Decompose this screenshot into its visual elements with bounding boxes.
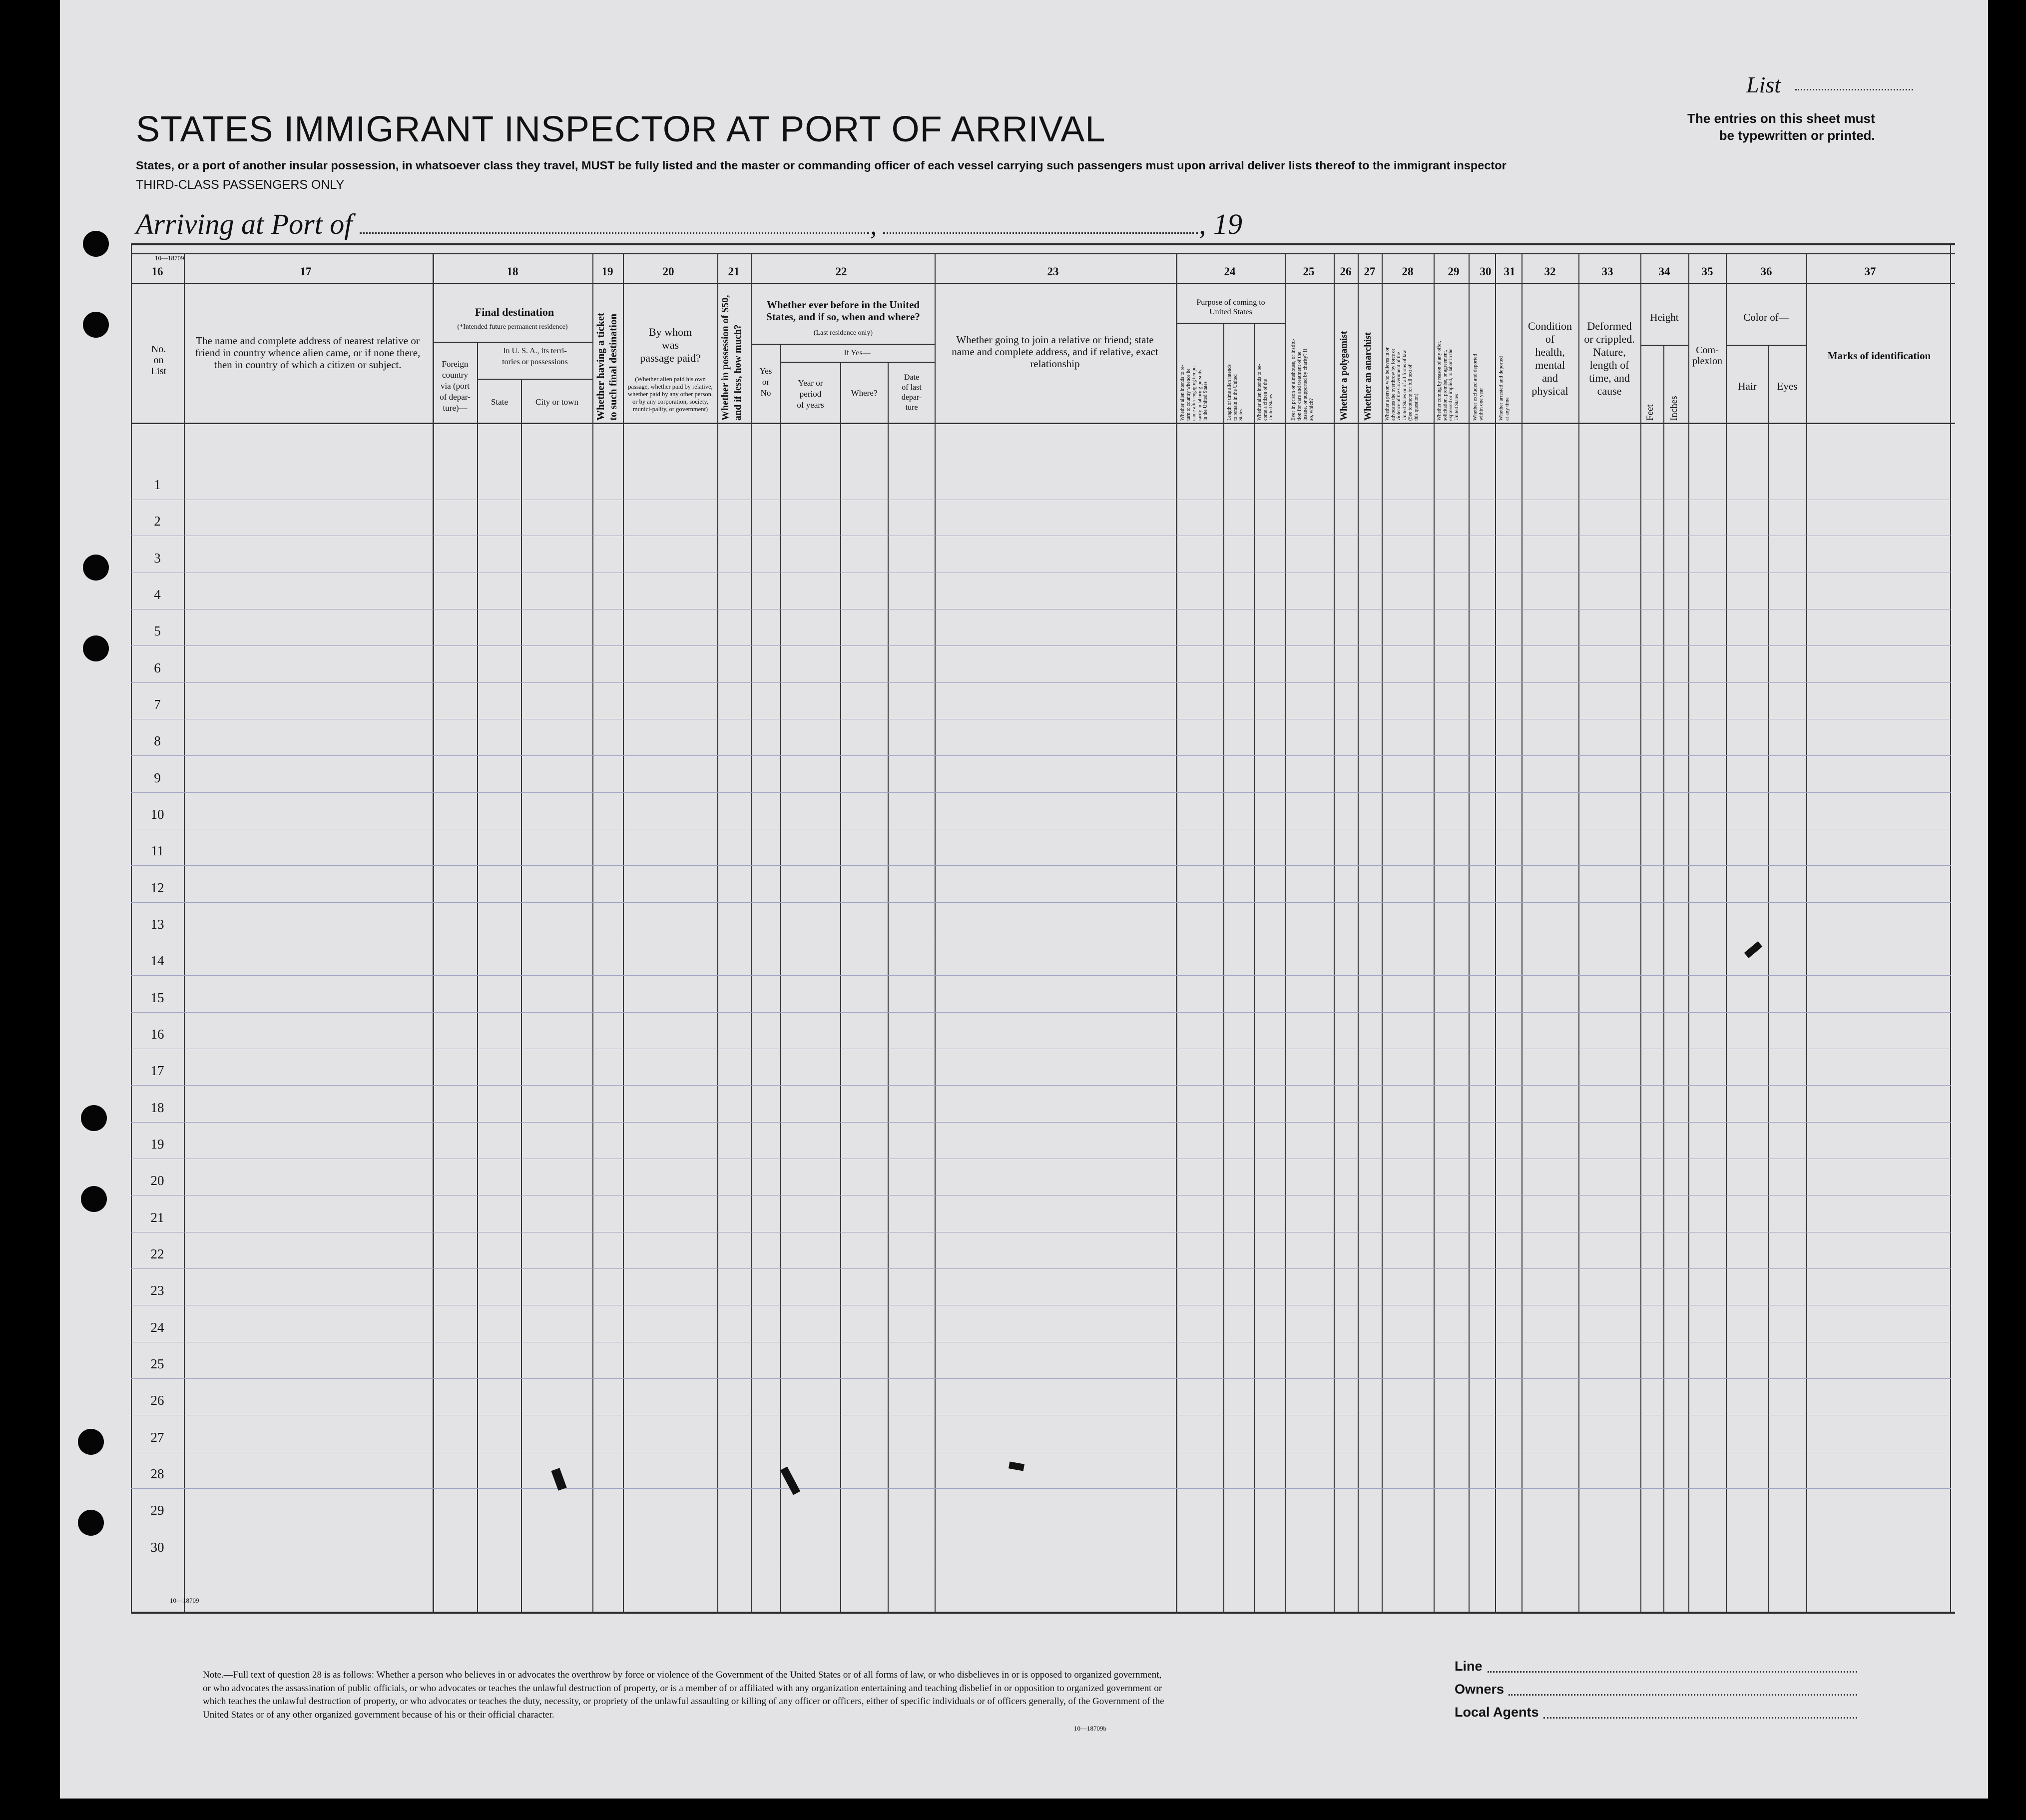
- punch-hole: [78, 1429, 104, 1455]
- col20-sub: (Whether alien paid his own passage, whether paid by relative, whether paid by any other person, or by any corporation, society, munici-pality, or government): [627, 376, 713, 413]
- col25-header: Ever in prison or almshouse, or institu- tion for care and treatment of the insane, or supported by charity? If so, which?: [1291, 338, 1314, 421]
- col-divider: [477, 343, 478, 1614]
- c36-subrule: [1726, 345, 1806, 346]
- row-number: 5: [154, 623, 161, 638]
- col-divider: [1806, 253, 1807, 1614]
- entries-note: [1687, 110, 1875, 144]
- c22-ifyes-rule: [780, 362, 935, 363]
- col-divider: [1285, 253, 1286, 1614]
- col34-feet: Feet: [1645, 404, 1655, 421]
- col-divider: [780, 345, 781, 1614]
- col18-state: State: [491, 397, 508, 407]
- port-comma: ,: [870, 210, 877, 240]
- col-divider: [1176, 253, 1177, 1614]
- col-number: 22: [835, 265, 847, 278]
- arriving-label: Arriving at Port of: [136, 208, 353, 240]
- col-divider: [521, 380, 522, 1614]
- col22-where: Where?: [851, 388, 878, 398]
- col-number: 26: [1340, 265, 1352, 278]
- header-top-rule: [131, 243, 1955, 245]
- c18-usa-rule: [477, 379, 592, 380]
- punch-hole: [83, 312, 109, 338]
- col36-hair: Hair: [1738, 380, 1757, 392]
- col22-ifyes: If Yes—: [844, 349, 871, 357]
- row-number: 6: [154, 660, 161, 675]
- header-bottom-rule: [131, 423, 1955, 424]
- row-rule: [131, 645, 1951, 646]
- date-field[interactable]: [883, 232, 1198, 234]
- row-number: 17: [150, 1063, 164, 1078]
- col-divider: [1521, 253, 1522, 1614]
- col-number: 20: [662, 265, 674, 278]
- col23-header: Whether going to join a relative or friend; state name and complete address, and if relative, exact relationship: [952, 334, 1158, 370]
- col-number: 37: [1864, 265, 1876, 278]
- col18-subtitle: (*Intended future permanent residence): [457, 323, 568, 331]
- col-divider: [1495, 253, 1496, 1614]
- punch-hole: [83, 555, 109, 581]
- col36-eyes: Eyes: [1777, 380, 1798, 392]
- col-number: 17: [300, 265, 312, 278]
- form-code-top: 10—18709: [155, 254, 184, 262]
- col32-header: Condition of health, mental and physical: [1527, 320, 1572, 397]
- form-title: STATES IMMIGRANT INSPECTOR AT PORT OF ARRIVAL: [136, 109, 1106, 149]
- col-divider: [1334, 253, 1335, 1614]
- owners-label: Owners: [1455, 1682, 1505, 1697]
- header-second-rule: [131, 253, 1955, 254]
- col-divider: [935, 253, 936, 1614]
- form-code-note: 10—18709b: [1074, 1725, 1106, 1732]
- col-divider: [1688, 253, 1689, 1614]
- col-divider: [840, 363, 841, 1614]
- column-number-rule: [131, 283, 1955, 284]
- col27-header: Whether an anarchist: [1363, 332, 1373, 421]
- row-number: 14: [150, 953, 164, 968]
- col22-sub: (Last residence only): [813, 329, 873, 337]
- table-bottom-rule: [131, 1612, 1955, 1614]
- local-agents-field[interactable]: [1543, 1717, 1857, 1719]
- col-divider: [1640, 253, 1641, 1614]
- col28-header: Whether a person who believes in or advocates the overthrow by force or violence of the Government of the United States or of all forms of law (See footnote for full text of this question): [1385, 347, 1419, 421]
- row-number: 21: [150, 1210, 164, 1225]
- row-number: 22: [150, 1246, 164, 1261]
- col-divider: [888, 363, 889, 1614]
- col22-year: Year or period of years: [797, 378, 824, 410]
- col-divider: [1578, 253, 1579, 1614]
- col-number: 21: [728, 265, 740, 278]
- col34-inches: Inches: [1669, 396, 1679, 421]
- col-number: 32: [1544, 265, 1556, 278]
- col-number: 24: [1224, 265, 1236, 278]
- col24-citizen: Whether alien intends to be- come a citizen of the United States: [1257, 364, 1274, 421]
- col37-header: Marks of identification: [1827, 350, 1931, 362]
- col-number: 36: [1760, 265, 1772, 278]
- row-rule: [131, 865, 1951, 866]
- col24-return: Whether alien intends to re- turn to country whence he came after engaging tempo- rarily in laboring pursuits in the United States: [1180, 365, 1208, 421]
- col16-header: No. on List: [150, 344, 167, 377]
- col18-usa: In U. S. A., its terri- tories or possessions: [502, 347, 568, 366]
- col20-title: By whom was passage paid?: [640, 326, 701, 364]
- col-divider: [433, 253, 434, 1614]
- c22-subrule: [751, 344, 935, 345]
- col24-length: Length of time alien intends to remain in the United States: [1227, 364, 1244, 421]
- row-number: 23: [150, 1283, 164, 1298]
- c24-subrule: [1176, 323, 1285, 324]
- punch-hole: [78, 1510, 104, 1536]
- col29-header: Whether coming by reason of any offer, solicitation, promise, or agreement, expressed or implied, to labor in the United States: [1437, 341, 1460, 421]
- row-number: 8: [154, 733, 161, 748]
- row-rule: [131, 975, 1951, 976]
- port-field[interactable]: [360, 232, 869, 234]
- col36-title: Color of—: [1743, 311, 1789, 323]
- row-number: 1: [154, 477, 161, 492]
- col18-title: Final destination: [475, 306, 554, 318]
- col-divider: [1382, 253, 1383, 1614]
- col-number: 19: [601, 265, 613, 278]
- col-number: 27: [1364, 265, 1376, 278]
- row-number: 3: [154, 551, 161, 566]
- row-number: 25: [150, 1356, 164, 1371]
- year-prefix: , 19: [1199, 208, 1242, 240]
- row-rule: [131, 1012, 1951, 1013]
- row-rule: [131, 1122, 1951, 1123]
- row-number: 15: [150, 990, 164, 1005]
- row-number: 26: [150, 1393, 164, 1408]
- entries-note-line2: be typewritten or printed.: [1719, 128, 1875, 143]
- list-number-field[interactable]: [1795, 89, 1913, 90]
- col21-header: Whether in possession of $50, and if less, how much?: [720, 295, 743, 421]
- entries-note-line1: The entries on this sheet must: [1687, 111, 1875, 126]
- row-number: 13: [150, 917, 164, 932]
- col-divider: [184, 253, 185, 1614]
- col-divider: [1223, 324, 1224, 1614]
- row-rule: [131, 755, 1951, 756]
- row-number: 30: [150, 1540, 164, 1555]
- row-number: 10: [150, 807, 164, 822]
- form-code-bottom: 10—18709: [170, 1597, 199, 1604]
- class-line: THIRD-CLASS PASSENGERS ONLY: [136, 178, 345, 192]
- col34-title: Height: [1650, 311, 1679, 323]
- col-number: 29: [1448, 265, 1460, 278]
- row-rule: [131, 1378, 1951, 1379]
- col31-header: Whether arrested and deported at any time: [1499, 356, 1510, 421]
- row-number: 19: [150, 1137, 164, 1152]
- col-divider: [717, 253, 718, 1614]
- row-number: 28: [150, 1466, 164, 1481]
- col-number: 35: [1701, 265, 1713, 278]
- row-number: 24: [150, 1320, 164, 1335]
- row-rule: [131, 902, 1951, 903]
- line-label: Line: [1455, 1659, 1483, 1674]
- punch-hole: [81, 1186, 107, 1212]
- col-divider: [1434, 253, 1435, 1614]
- c18-subrule: [433, 342, 592, 343]
- row-number: 12: [150, 880, 164, 895]
- col-divider: [1726, 253, 1727, 1614]
- row-number: 11: [151, 843, 164, 858]
- row-rule: [131, 1195, 1951, 1196]
- intro-text: States, or a port of another insular possession, in whatsoever class they travel, MUST be fully listed and the master or commanding officer of each vessel carrying such passengers must upon arrival deliver lists thereof to the immigrant inspector: [136, 159, 1507, 172]
- owners-field[interactable]: [1509, 1694, 1857, 1696]
- col-number: 18: [506, 265, 518, 278]
- row-number: 16: [150, 1027, 164, 1042]
- row-rule: [131, 1488, 1951, 1489]
- list-label: List: [1746, 72, 1781, 97]
- col-divider: [751, 253, 752, 1614]
- col-divider: [623, 253, 624, 1614]
- col-divider: [1469, 253, 1470, 1614]
- line-field[interactable]: [1488, 1671, 1857, 1673]
- footnote: Note.—Full text of question 28 is as follows: Whether a person who believes in or advocates the overthrow by force or violence of the Government of the United States or of all forms of law, or who disbelieves in or is opposed to organized government, or who advocates the assassination of public officials, or who advocates or teaches the unlawful destruction of property, or is a member of or affiliated with any organization entertaining and teaching disbelief in or opposition to organized government or which teaches the unlawful destruction of property, or who advocates or teaches the duty, necessity, or propriety of the unlawful assaulting or killing of any officer or officers, either of specific individuals or of officers generally, of the Government of the United States or of any other organized government because of his or their official character.: [203, 1670, 1164, 1720]
- col22-date: Date of last depar- ture: [901, 373, 922, 412]
- row-rule: [131, 1085, 1951, 1086]
- punch-hole: [81, 1105, 107, 1131]
- col33-header: Deformed or crippled. Nature, length of time, and cause: [1584, 320, 1635, 397]
- row-number: 4: [154, 587, 161, 602]
- col-divider: [592, 253, 593, 1614]
- col-number: 34: [1658, 265, 1670, 278]
- col26-header: Whether a polygamist: [1339, 331, 1349, 421]
- col22-yesno: Yes or No: [759, 366, 772, 398]
- col18-city: City or town: [535, 397, 578, 407]
- col22-title: Whether ever before in the United States, and if so, when and where?: [766, 299, 920, 323]
- punch-hole: [83, 231, 109, 257]
- col-number: 31: [1504, 265, 1516, 278]
- col-divider: [1254, 324, 1255, 1614]
- row-number: 18: [150, 1100, 164, 1115]
- col-divider: [1358, 253, 1359, 1614]
- col30-header: Whether excluded and deported within one year: [1473, 354, 1484, 421]
- col-number: 33: [1601, 265, 1613, 278]
- col17-header: The name and complete address of nearest relative or friend in country whence alien came, or if none there, then in country of which a citizen or subject.: [195, 335, 421, 371]
- col19-header: Whether having a ticket to such final destination: [594, 312, 619, 421]
- col-number: 25: [1303, 265, 1315, 278]
- col-divider: [1950, 243, 1951, 1614]
- row-number: 29: [150, 1503, 164, 1518]
- col-number: 30: [1480, 265, 1492, 278]
- row-rule: [131, 792, 1951, 793]
- col-number: 23: [1047, 265, 1059, 278]
- row-rule: [131, 682, 1951, 683]
- col35-header: Com- plexion: [1692, 345, 1722, 367]
- col24-title: Purpose of coming to United States: [1196, 298, 1265, 316]
- local-agents-label: Local Agents: [1455, 1705, 1539, 1720]
- row-number: 2: [154, 514, 161, 529]
- row-number: 7: [154, 697, 161, 712]
- row-number: 20: [150, 1173, 164, 1188]
- col-number: 16: [151, 265, 163, 278]
- row-number: 27: [150, 1430, 164, 1445]
- row-rule: [131, 1268, 1951, 1269]
- row-number: 9: [154, 770, 161, 785]
- form-sheet: [60, 0, 1988, 1799]
- col-divider: [131, 243, 132, 1614]
- col18-foreign: Foreign country via (port of depar- ture)—: [440, 359, 471, 413]
- punch-hole: [83, 635, 109, 661]
- col-number: 28: [1402, 265, 1414, 278]
- c34-subrule: [1640, 345, 1688, 346]
